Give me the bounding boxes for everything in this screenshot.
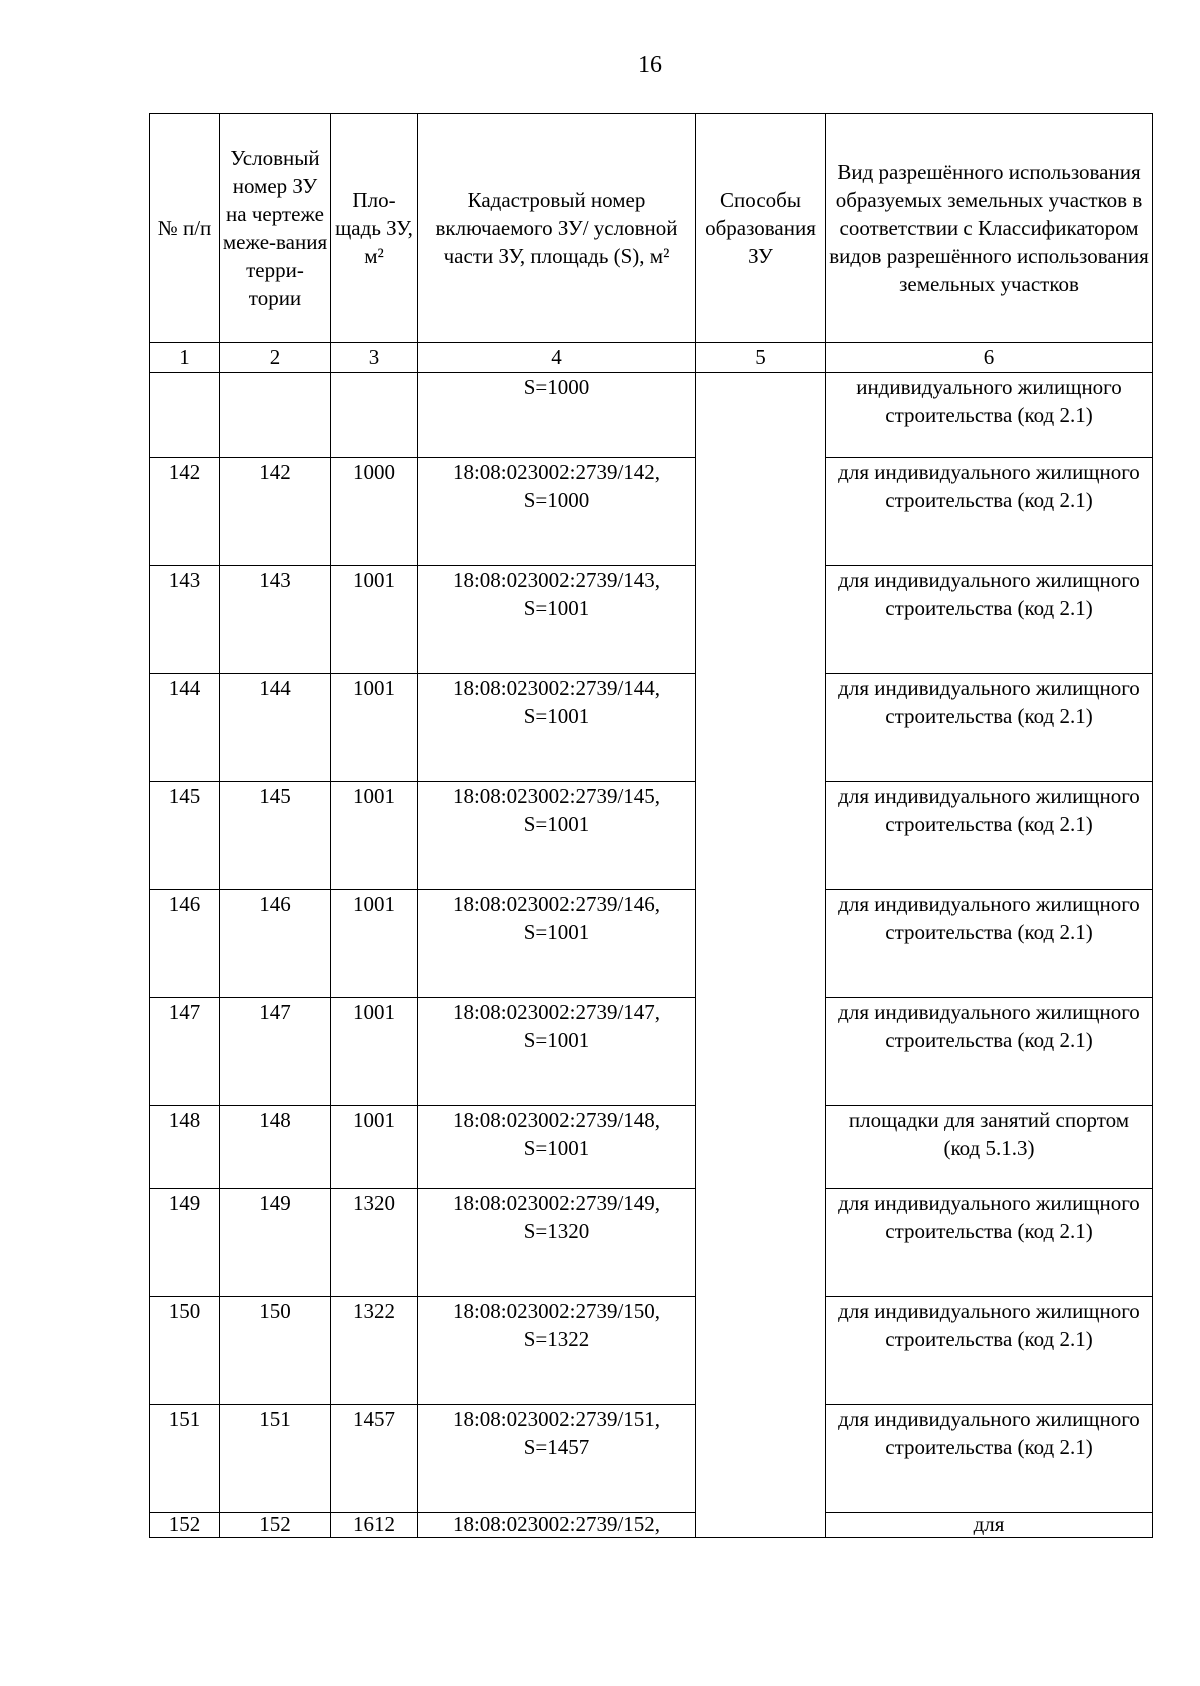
header-number: № п/п: [150, 114, 220, 343]
page-number: 16: [638, 52, 662, 78]
cell-conditional-number: 152: [220, 1513, 331, 1538]
cell-area: [331, 373, 418, 458]
cell-area: 1457: [331, 1405, 418, 1513]
table-row: [150, 1405, 1153, 1513]
cell-cadastral-number: 18:08:023002:2739/150, S=1322: [418, 1297, 696, 1405]
cell-conditional-number: [220, 373, 331, 458]
cell-permitted-use: для индивидуального жилищного строительства (код 2.1): [826, 458, 1153, 566]
cell-number: 148: [150, 1106, 220, 1189]
cell-number: 149: [150, 1189, 220, 1297]
cell-conditional-number: 144: [220, 674, 331, 782]
cell-cadastral-number: 18:08:023002:2739/151, S=1457: [418, 1405, 696, 1513]
cell-cadastral-number: 18:08:023002:2739/148, S=1001: [418, 1106, 696, 1189]
table-row: [150, 1513, 1153, 1538]
cell-number: 150: [150, 1297, 220, 1405]
header-row: [150, 114, 1153, 343]
table-row: [150, 674, 1153, 782]
cell-permitted-use: индивидуального жилищного строительства (код 2.1): [826, 373, 1153, 458]
cell-conditional-number: 146: [220, 890, 331, 998]
cell-cadastral-number: 18:08:023002:2739/142, S=1000: [418, 458, 696, 566]
cell-conditional-number: 150: [220, 1297, 331, 1405]
header-permitted-use: Вид разрешённого использования образуемых земельных участков в соответствии с Классификатором видов разрешённого использования земельных участков: [826, 114, 1153, 343]
cell-conditional-number: 147: [220, 998, 331, 1106]
cell-formation-method: [696, 373, 826, 1538]
cell-number: 145: [150, 782, 220, 890]
column-number: 6: [826, 343, 1153, 373]
cell-cadastral-number: 18:08:023002:2739/146, S=1001: [418, 890, 696, 998]
header-conditional-number: Условный номер ЗУ на чертеже меже-вания терри-тории: [220, 114, 331, 343]
column-number: 5: [696, 343, 826, 373]
cell-area: 1001: [331, 566, 418, 674]
header-area: Пло-щадь ЗУ, м²: [331, 114, 418, 343]
cell-number: 151: [150, 1405, 220, 1513]
cell-number: 146: [150, 890, 220, 998]
cell-area: 1001: [331, 674, 418, 782]
column-number: 4: [418, 343, 696, 373]
cell-area: 1320: [331, 1189, 418, 1297]
cell-number: 143: [150, 566, 220, 674]
cell-cadastral-number: 18:08:023002:2739/143, S=1001: [418, 566, 696, 674]
column-numbers-row: [150, 343, 1153, 373]
column-number: 2: [220, 343, 331, 373]
cell-permitted-use: площадки для занятий спортом (код 5.1.3): [826, 1106, 1153, 1189]
cell-cadastral-number: 18:08:023002:2739/147, S=1001: [418, 998, 696, 1106]
column-number: 3: [331, 343, 418, 373]
table-row: [150, 458, 1153, 566]
cell-permitted-use: для индивидуального жилищного строительства (код 2.1): [826, 998, 1153, 1106]
cell-permitted-use: для индивидуального жилищного строительства (код 2.1): [826, 890, 1153, 998]
cell-number: 152: [150, 1513, 220, 1538]
table-row: [150, 782, 1153, 890]
cell-cadastral-number: S=1000: [418, 373, 696, 458]
cell-cadastral-number: 18:08:023002:2739/152,: [418, 1513, 696, 1538]
cell-area: 1322: [331, 1297, 418, 1405]
cell-permitted-use: для индивидуального жилищного строительства (код 2.1): [826, 1405, 1153, 1513]
cell-conditional-number: 151: [220, 1405, 331, 1513]
table-row: [150, 890, 1153, 998]
cell-conditional-number: 143: [220, 566, 331, 674]
cell-area: 1612: [331, 1513, 418, 1538]
cell-conditional-number: 149: [220, 1189, 331, 1297]
cell-conditional-number: 142: [220, 458, 331, 566]
cell-area: 1001: [331, 998, 418, 1106]
header-cadastral-number: Кадастровый номер включаемого ЗУ/ условной части ЗУ, площадь (S), м²: [418, 114, 696, 343]
cell-permitted-use: для индивидуального жилищного строительства (код 2.1): [826, 1297, 1153, 1405]
cell-conditional-number: 148: [220, 1106, 331, 1189]
cell-area: 1001: [331, 782, 418, 890]
table-row: [150, 1106, 1153, 1189]
cell-permitted-use: для индивидуального жилищного строительства (код 2.1): [826, 674, 1153, 782]
cell-cadastral-number: 18:08:023002:2739/144, S=1001: [418, 674, 696, 782]
cell-area: 1000: [331, 458, 418, 566]
cell-permitted-use: для индивидуального жилищного строительства (код 2.1): [826, 1189, 1153, 1297]
cell-number: 147: [150, 998, 220, 1106]
cell-permitted-use: для: [826, 1513, 1153, 1538]
cell-permitted-use: для индивидуального жилищного строительства (код 2.1): [826, 782, 1153, 890]
cell-area: 1001: [331, 1106, 418, 1189]
cell-number: 144: [150, 674, 220, 782]
cell-cadastral-number: 18:08:023002:2739/145, S=1001: [418, 782, 696, 890]
cell-number: [150, 373, 220, 458]
header-formation-method: Способы образования ЗУ: [696, 114, 826, 343]
table-row: [150, 1297, 1153, 1405]
column-number: 1: [150, 343, 220, 373]
cell-number: 142: [150, 458, 220, 566]
table-row: [150, 1189, 1153, 1297]
table-row: [150, 998, 1153, 1106]
table-row: [150, 566, 1153, 674]
cell-area: 1001: [331, 890, 418, 998]
cell-permitted-use: для индивидуального жилищного строительства (код 2.1): [826, 566, 1153, 674]
cell-cadastral-number: 18:08:023002:2739/149, S=1320: [418, 1189, 696, 1297]
table-row: [150, 373, 1153, 458]
land-plots-table: [149, 113, 1153, 1538]
cell-conditional-number: 145: [220, 782, 331, 890]
